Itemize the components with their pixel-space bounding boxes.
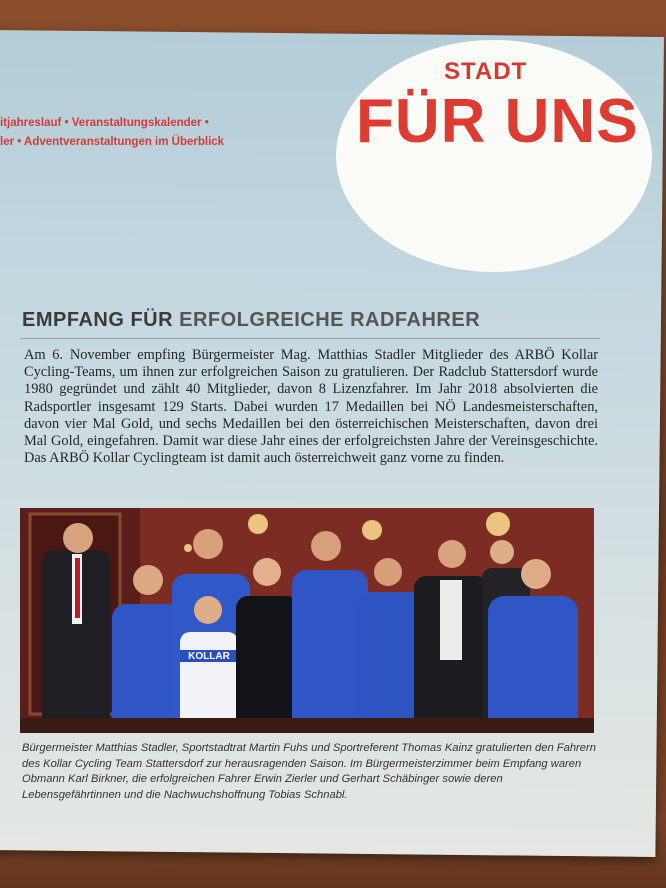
nav-line-2[interactable]: ler • Adventveranstaltungen im Überblick: [0, 136, 225, 148]
header-nav: [0, 114, 224, 152]
group-photo-illustration: [20, 508, 594, 733]
headline-divider: [20, 338, 600, 339]
group-photo: [20, 508, 594, 733]
headline-part-1: EMPFANG FÜR: [22, 309, 174, 331]
photo-caption: Bürgermeister Matthias Stadler, Sportstadtrat Martin Fuhs und Sportreferent Thomas Kainz gratulierten den Fahrern des Kollar Cycling Team Stattersdorf zur herausragenden Saison. Im Bürgermeisterzimmer beim Empfang waren Obmann Karl Birkner, die erfolgreichen Fahrer Erwin Zierler und Gerhart Schäbinger sowie deren Lebensgefährtinnen und die Nachwuchshoffnung Tobias Schnabl.: [22, 742, 596, 801]
nav-line-1[interactable]: itjahreslauf • Veranstaltungskalender •: [0, 117, 209, 129]
badge-top-text: STADT: [444, 58, 528, 85]
article-body: Am 6. November empfing Bürgermeister Mag. Matthias Stadler Mitglieder des ARBÖ Kollar Cycling-Teams, um ihnen zur erfolgreichen Saison zu gratulieren. Der Radclub Stattersdorf wurde 1980 gegründet und zählt 40 Mitglieder, davon 8 Lizenzfahrer. Im Jahr 2018 absolvierten die Radsportler insgesamt 129 Starts. Dabei wurden 17 Medaillen bei NÖ Landesmeisterschaften, davon vier Mal Gold, und sechs Medaillen bei den österreichischen Meisterschaften, davon drei Mal Gold, eingefahren. Damit war diese Jahr eines der erfolgreichsten Jahre der Vereinsgeschichte. Das ARBÖ Kollar Cyclingteam ist damit auch österreichweit ganz vorne zu finden.: [24, 347, 598, 467]
headline-part-2: ERFOLGREICHE RADFAHRER: [179, 309, 481, 331]
badge-main-text: FÜR UNS: [356, 87, 639, 156]
jersey-logo-text: KOLLAR: [188, 651, 230, 662]
article-headline: [22, 309, 480, 332]
